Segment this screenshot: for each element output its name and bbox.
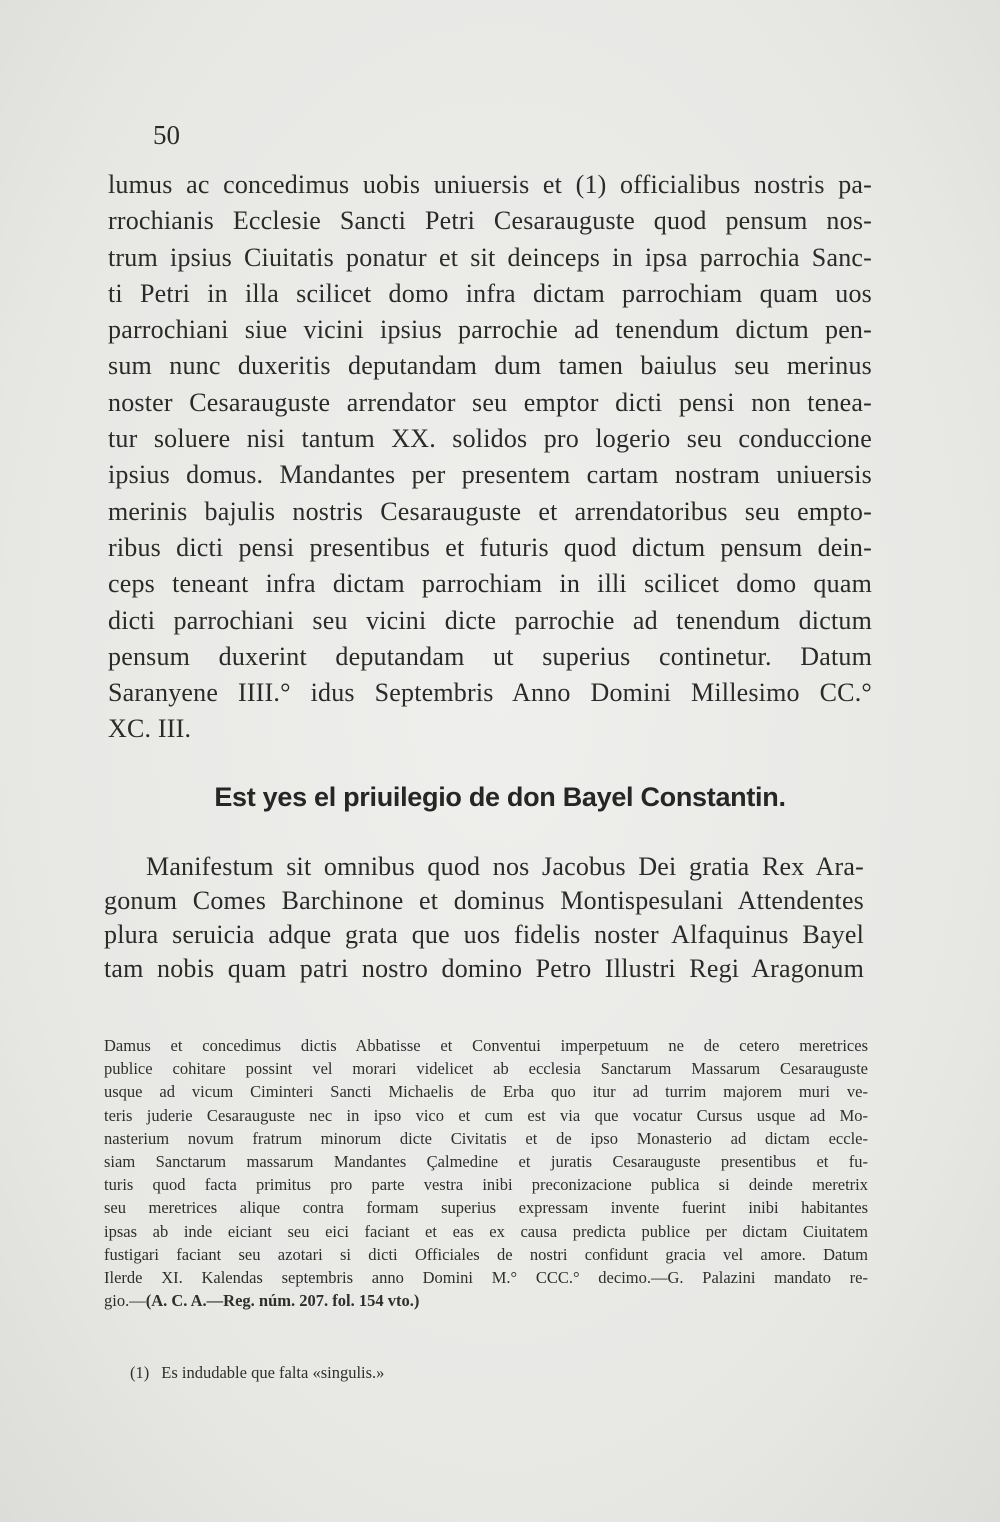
privilege-text: [104, 850, 864, 986]
text-line: turis quod facta primitus pro parte vestra inibi preconizacione publica si deinde meretrix: [104, 1175, 868, 1195]
footnote: [130, 1363, 384, 1383]
text-line: dicti parrochiani seu vicini dicte parrochie ad tenendum dictum: [108, 605, 872, 635]
footnote-text: Es indudable que falta «singulis.»: [161, 1363, 385, 1382]
text-line: seu meretrices alique contra formam superius expressam invente fuerint inibi habitantes: [104, 1198, 868, 1218]
text-line: noster Cesarauguste arrendator seu emptor dicti pensi non tenea-: [108, 387, 872, 417]
text-line: Saranyene IIII.° idus Septembris Anno Domini Millesimo CC.°: [108, 678, 872, 708]
text-line: Manifestum sit omnibus quod nos Jacobus Dei gratia Rex Ara-: [146, 852, 864, 881]
note-text: [104, 1034, 868, 1312]
text-line: pensum duxerint deputandam ut superius continetur. Datum: [108, 641, 872, 671]
text-line: XC. III.: [108, 714, 192, 744]
text-line: ceps teneant infra dictam parrochiam in illi scilicet domo quam: [108, 569, 872, 599]
section-heading: Est yes el priuilegio de don Bayel Constantin.: [214, 782, 786, 812]
text-line: merinis bajulis nostris Cesarauguste et arrendatoribus seu empto-: [108, 496, 872, 526]
text-line: Ilerde XI. Kalendas septembris anno Domini M.° CCC.° decimo.—G. Palazini mandato re-: [104, 1268, 868, 1288]
page-number: 50: [153, 120, 180, 150]
text-line: [104, 1289, 868, 1312]
text-line: nasterium novum fratrum minorum dicte Civitatis et de ipso Monasterio ad dictam eccle-: [104, 1128, 868, 1148]
text-line: publice cohitare possint vel morari videlicet ab ecclesia Sanctarum Massarum Cesarauguste: [104, 1059, 868, 1079]
archive-citation: (A. C. A.—Reg. núm. 207. fol. 154 vto.): [145, 1291, 420, 1311]
text-line: rrochianis Ecclesie Sancti Petri Cesarauguste quod pensum nos-: [108, 206, 872, 236]
text-line: teris juderie Cesarauguste nec in ipso vico et cum est via que vocatur Cursus usque ad Mo-: [104, 1105, 868, 1125]
text-line: usque ad vicum Ciminteri Sancti Michaelis de Erba quo itur ad turrim majorem muri ve-: [104, 1082, 868, 1102]
text-line: plura seruicia adque grata que uos fidelis noster Alfaquinus Bayel: [104, 920, 864, 949]
footnote-marker: (1): [130, 1363, 150, 1382]
text-line: ribus dicti pensi presentibus et futuris quod dictum pensum dein-: [108, 532, 872, 562]
note-last-line: gio.—: [104, 1291, 146, 1311]
text-line: ipsius domus. Mandantes per presentem cartam nostram uniuersis: [108, 460, 872, 490]
text-line: tam nobis quam patri nostro domino Petro Illustri Regi Aragonum: [104, 954, 864, 983]
text-line: ipsas ab inde eiciant seu eici faciant et eas ex causa predicta publice per dictam Ciuitatem: [104, 1221, 868, 1241]
text-line: siam Sanctarum massarum Mandantes Çalmedine et juratis Cesarauguste presentibus et fu-: [104, 1152, 868, 1172]
text-line: fustigari faciant seu azotari si dicti Officiales de nostri confidunt gracia vel amore. Datum: [104, 1244, 868, 1264]
text-line: sum nunc duxeritis deputandam dum tamen baiulus seu merinus: [108, 351, 872, 381]
text-line: lumus ac concedimus uobis uniuersis et (1) officialibus nostris pa-: [108, 170, 872, 199]
text-line: tur soluere nisi tantum XX. solidos pro logerio seu conduccione: [108, 424, 872, 454]
main-text: [108, 167, 872, 748]
text-line: Damus et concedimus dictis Abbatisse et Conventui imperpetuum ne de cetero meretrices: [104, 1036, 868, 1055]
text-line: trum ipsius Ciuitatis ponatur et sit deinceps in ipsa parrochia Sanc-: [108, 242, 872, 272]
text-line: parrochiani siue vicini ipsius parrochie ad tenendum dictum pen-: [108, 315, 872, 345]
text-line: ti Petri in illa scilicet domo infra dictam parrochiam quam uos: [108, 278, 872, 308]
text-line: gonum Comes Barchinone et dominus Montispesulani Attendentes: [104, 886, 864, 915]
